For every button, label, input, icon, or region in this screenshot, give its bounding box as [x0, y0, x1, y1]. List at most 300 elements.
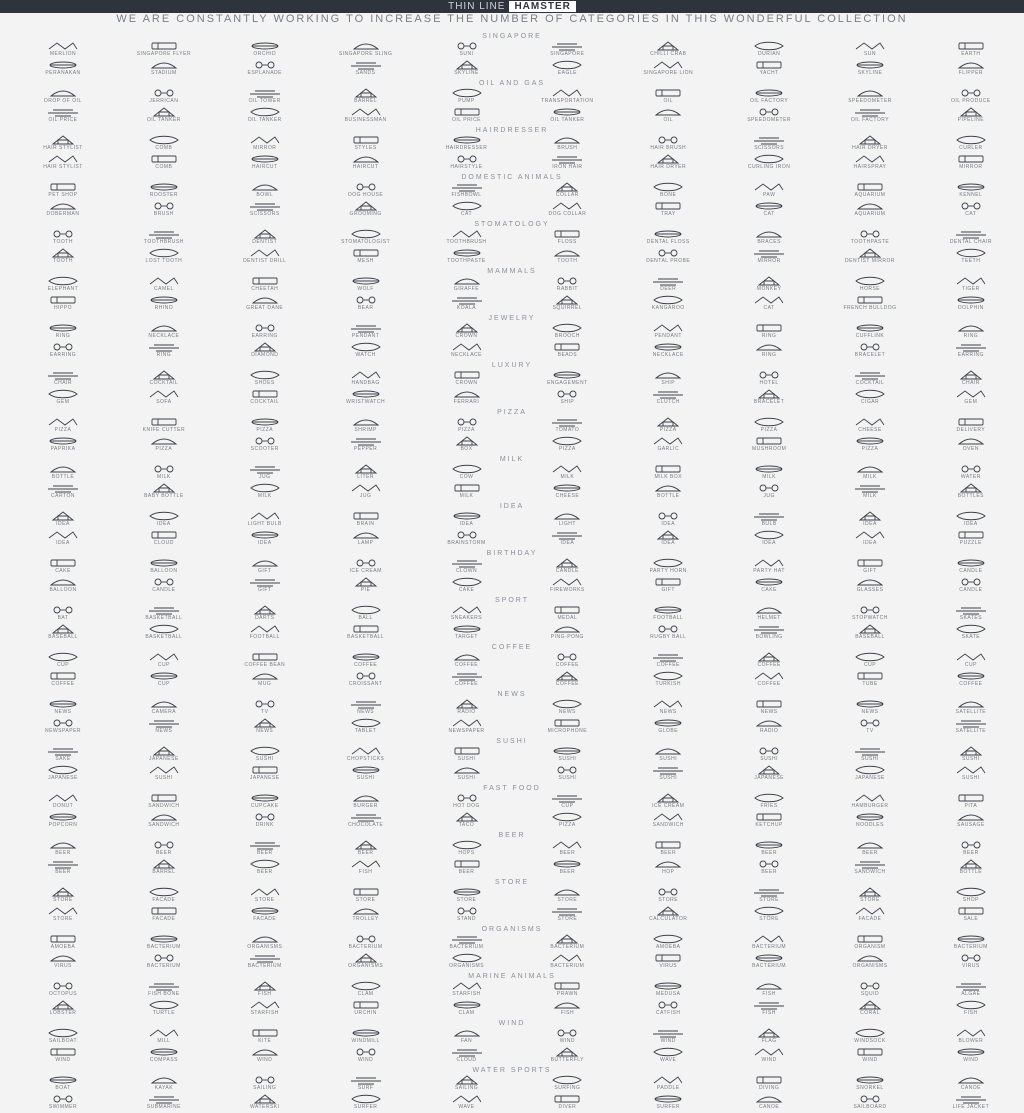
section-title: [0, 267, 1024, 276]
store-icon: [648, 887, 688, 897]
bacterium-icon: [144, 934, 184, 944]
icon-tile: [432, 342, 502, 361]
icon-tile: [835, 840, 905, 859]
icon-tile: [129, 624, 199, 643]
news-icon: [245, 718, 285, 728]
icon-label: BACTERIUM: [449, 944, 484, 950]
icon-tile: [734, 201, 804, 220]
bat-icon: [43, 605, 83, 615]
icon-label: SUSHI: [961, 775, 980, 781]
icon-tile: [230, 652, 300, 671]
icon-row: [0, 511, 1024, 530]
icon-label: IRON HAIR: [552, 164, 583, 170]
icon-tile: [532, 248, 602, 267]
section-news: [0, 690, 1024, 737]
icon-label: LOBSTER: [49, 1010, 77, 1016]
icon-tile: [532, 1047, 602, 1066]
icon-tile: [532, 812, 602, 831]
icon-tile: [432, 1000, 502, 1019]
icon-label: SHIP: [560, 399, 575, 405]
pizza-icon: [447, 417, 487, 427]
icon-label: HAMBURGER: [851, 803, 889, 809]
icon-label: COW: [459, 474, 474, 480]
icon-label: WATCH: [355, 352, 376, 358]
speedometer-icon: [850, 88, 890, 98]
oil-tower-icon: [245, 88, 285, 98]
icon-tile: [129, 154, 199, 173]
icon-tile: [129, 107, 199, 126]
icon-label: TIGER: [961, 286, 980, 292]
icon-tile: [936, 1047, 1006, 1066]
icon-tile: [432, 746, 502, 765]
fishbowl-icon: [447, 182, 487, 192]
icon-label: CUP: [863, 662, 877, 668]
coffee-icon: [547, 671, 587, 681]
icon-tile: [734, 182, 804, 201]
facade-icon: [245, 906, 285, 916]
icon-tile: [129, 182, 199, 201]
icon-label: SWIMMER: [48, 1104, 78, 1110]
icon-tile: [532, 746, 602, 765]
icon-tile: [633, 1000, 703, 1019]
section-title-text: NEWS: [492, 691, 533, 698]
icon-label: SCISSORS: [249, 211, 280, 217]
icon-label: ALGAE: [961, 991, 981, 997]
icon-label: HOT DOG: [453, 803, 480, 809]
idea-icon: [648, 530, 688, 540]
icon-row: [0, 1028, 1024, 1047]
icon-tile: [230, 323, 300, 342]
icon-label: PET SHOP: [48, 192, 78, 198]
store-icon: [43, 887, 83, 897]
icon-label: MILK: [459, 493, 474, 499]
icon-label: JAPANESE: [249, 775, 280, 781]
icon-label: IDEA: [56, 521, 70, 527]
icon-tile: [633, 718, 703, 737]
beer-icon: [648, 840, 688, 850]
sailboard-icon: [850, 1094, 890, 1104]
icon-tile: [532, 558, 602, 577]
icon-tile: [633, 1028, 703, 1047]
cufflink-icon: [850, 323, 890, 333]
chair-icon: [951, 370, 991, 380]
ice-cream-icon: [648, 793, 688, 803]
icon-tile: [432, 840, 502, 859]
icon-tile: [936, 154, 1006, 173]
icon-label: SURFER: [656, 1104, 681, 1110]
icon-label: DENTAL PROBE: [646, 258, 691, 264]
engagement-icon: [547, 370, 587, 380]
shoes-icon: [245, 370, 285, 380]
icon-label: SAILING: [253, 1085, 277, 1091]
icon-tile: [230, 1094, 300, 1113]
icon-label: BEER: [256, 850, 273, 856]
icon-tile: [28, 1047, 98, 1066]
yacht-icon: [749, 60, 789, 70]
icon-label: EARTH: [961, 51, 981, 57]
icon-tile: [432, 671, 502, 690]
icon-label: ENGAGEMENT: [547, 380, 588, 386]
section-milk: [0, 455, 1024, 502]
icon-label: BALLOON: [49, 587, 77, 593]
icon-row: [0, 60, 1024, 79]
icon-label: DOG COLLAR: [548, 211, 587, 217]
sake-icon: [43, 746, 83, 756]
icon-label: TOOTHPASTE: [447, 258, 486, 264]
icon-label: CAT: [460, 211, 473, 217]
icon-tile: [936, 60, 1006, 79]
icon-tile: [835, 981, 905, 1000]
icon-tile: [734, 577, 804, 596]
icon-label: CURLER: [959, 145, 983, 151]
singapore-sling-icon: [346, 41, 386, 51]
light-icon: [547, 511, 587, 521]
icon-tile: [230, 88, 300, 107]
icon-label: SHOES: [254, 380, 275, 386]
bottles-icon: [951, 483, 991, 493]
cake-icon: [447, 577, 487, 587]
icon-tile: [129, 464, 199, 483]
icon-tile: [331, 605, 401, 624]
icon-label: BEER: [559, 869, 576, 875]
sausage-icon: [951, 812, 991, 822]
milk-icon: [850, 483, 890, 493]
icon-tile: [28, 389, 98, 408]
icon-tile: [230, 671, 300, 690]
icon-label: BACTERIUM: [953, 944, 988, 950]
icon-label: FLOSS: [557, 239, 577, 245]
icon-label: DOBERMAN: [46, 211, 80, 217]
icon-tile: [532, 981, 602, 1000]
icon-label: BEER: [660, 850, 677, 856]
icon-label: MUSHROOM: [751, 446, 787, 452]
icon-label: SKATES: [959, 615, 983, 621]
icon-tile: [432, 436, 502, 455]
section-title-text: OIL AND GAS: [473, 80, 551, 87]
icon-label: BOTTLE: [51, 474, 75, 480]
icon-label: ICE CREAM: [652, 803, 685, 809]
icon-tile: [331, 1075, 401, 1094]
icon-label: RADIO: [759, 728, 779, 734]
icon-tile: [936, 1000, 1006, 1019]
section-beer: [0, 831, 1024, 878]
icon-label: MONKEY: [756, 286, 782, 292]
icon-label: DELIVERY: [956, 427, 986, 433]
icon-label: NOODLES: [856, 822, 884, 828]
icon-label: SUSHI: [457, 756, 476, 762]
oven-icon: [951, 436, 991, 446]
coffee-icon: [346, 652, 386, 662]
icon-tile: [633, 389, 703, 408]
icon-tile: [532, 60, 602, 79]
icon-label: BEAR: [357, 305, 374, 311]
wind-icon: [951, 1047, 991, 1057]
icon-row: [0, 370, 1024, 389]
icon-tile: [532, 840, 602, 859]
icon-label: COFFEE: [353, 662, 378, 668]
hairdresser-icon: [447, 135, 487, 145]
icon-tile: [129, 60, 199, 79]
icon-label: EAGLE: [557, 70, 577, 76]
section-title: [0, 361, 1024, 370]
icon-tile: [532, 718, 602, 737]
icon-tile: [633, 934, 703, 953]
icon-tile: [532, 201, 602, 220]
store-icon: [749, 887, 789, 897]
icon-tile: [633, 859, 703, 878]
milk-icon: [245, 483, 285, 493]
icon-tile: [633, 154, 703, 173]
sandwich-icon: [850, 859, 890, 869]
sandwich-icon: [144, 812, 184, 822]
news-icon: [346, 699, 386, 709]
icon-label: NECKLACE: [451, 352, 482, 358]
giraffe-icon: [447, 276, 487, 286]
icon-tile: [835, 699, 905, 718]
icon-label: PADDLE: [656, 1085, 680, 1091]
squirrel-icon: [547, 295, 587, 305]
icon-label: SUBMARINE: [146, 1104, 181, 1110]
icon-label: TROLLEY: [352, 916, 379, 922]
icon-label: IDEA: [56, 540, 70, 546]
icon-label: BRACES: [757, 239, 781, 245]
oil-tanker-icon: [547, 107, 587, 117]
oil-produce-icon: [951, 88, 991, 98]
mill-icon: [144, 1028, 184, 1038]
icon-tile: [129, 605, 199, 624]
chair-icon: [43, 370, 83, 380]
beer-icon: [547, 859, 587, 869]
sushi-icon: [447, 746, 487, 756]
icon-tile: [28, 1075, 98, 1094]
hops-icon: [447, 840, 487, 850]
surfer-icon: [346, 1094, 386, 1104]
icon-tile: [633, 436, 703, 455]
icon-label: FISH: [762, 1010, 776, 1016]
icon-row: [0, 417, 1024, 436]
rhino-icon: [144, 295, 184, 305]
icon-label: OIL TANKER: [247, 117, 282, 123]
icon-tile: [835, 652, 905, 671]
icon-tile: [734, 511, 804, 530]
icon-tile: [532, 41, 602, 60]
wind-icon: [245, 1047, 285, 1057]
news-icon: [850, 699, 890, 709]
stand-icon: [447, 906, 487, 916]
jug-icon: [245, 464, 285, 474]
icon-tile: [633, 483, 703, 502]
icon-tile: [28, 765, 98, 784]
singapore-flyer-icon: [144, 41, 184, 51]
section-title-text: STORE: [489, 879, 535, 886]
icon-label: TEETH: [961, 258, 981, 264]
icon-label: HAIR DRYER: [650, 164, 687, 170]
icon-tile: [532, 229, 602, 248]
section-title: [0, 32, 1024, 41]
icon-tile: [129, 88, 199, 107]
icon-label: ORGANISM: [854, 944, 886, 950]
icon-tile: [432, 483, 502, 502]
icon-label: SUSHI: [961, 756, 980, 762]
icon-label: CAT: [763, 211, 775, 217]
icon-label: PENDANT: [351, 333, 380, 339]
icon-tile: [432, 88, 502, 107]
football-icon: [245, 624, 285, 634]
gift-icon: [245, 558, 285, 568]
icon-tile: [734, 624, 804, 643]
icon-tile: [936, 981, 1006, 1000]
icon-label: OIL FACTORY: [850, 117, 890, 123]
coffee-icon: [43, 671, 83, 681]
basketball-icon: [144, 624, 184, 634]
icon-label: SOFA: [156, 399, 172, 405]
icon-tile: [28, 135, 98, 154]
wind-icon: [749, 1047, 789, 1057]
icon-label: NEWS: [357, 709, 375, 715]
icon-row: [0, 107, 1024, 126]
icon-label: CAKE: [458, 587, 475, 593]
icon-label: OVEN: [962, 446, 979, 452]
icon-label: BURGER: [353, 803, 378, 809]
basketball-icon: [144, 605, 184, 615]
icon-label: TURTLE: [152, 1010, 176, 1016]
icon-label: TOOTHBRUSH: [143, 239, 184, 245]
icon-tile: [129, 934, 199, 953]
icon-tile: [734, 887, 804, 906]
icon-label: FISH: [560, 1010, 575, 1016]
icon-tile: [734, 389, 804, 408]
icon-label: STADIUM: [151, 70, 177, 76]
icon-row: [0, 652, 1024, 671]
icon-label: TUBE: [862, 681, 878, 687]
urchin-icon: [346, 1000, 386, 1010]
icon-tile: [331, 859, 401, 878]
icon-label: FISH: [358, 869, 373, 875]
icon-tile: [230, 417, 300, 436]
icon-tile: [633, 671, 703, 690]
bacterium-icon: [749, 934, 789, 944]
icon-tile: [432, 1047, 502, 1066]
icon-label: SINGAPORE SLING: [338, 51, 393, 57]
icon-tile: [835, 934, 905, 953]
pie-icon: [346, 577, 386, 587]
section-title: [0, 596, 1024, 605]
chopsticks-icon: [346, 746, 386, 756]
icon-label: CHOCOLATE: [348, 822, 384, 828]
beer-icon: [245, 840, 285, 850]
store-icon: [43, 906, 83, 916]
ring-icon: [951, 323, 991, 333]
icon-label: KENNEL: [959, 192, 983, 198]
icon-label: CALCULATOR: [649, 916, 688, 922]
icon-tile: [331, 295, 401, 314]
icon-label: SINGAPORE FLYER: [136, 51, 192, 57]
icon-label: ROOSTER: [149, 192, 178, 198]
section-title-text: SPORT: [489, 597, 535, 604]
beer-icon: [346, 840, 386, 850]
stopwatch-icon: [850, 605, 890, 615]
icon-tile: [129, 671, 199, 690]
icon-tile: [734, 793, 804, 812]
icon-tile: [230, 840, 300, 859]
icon-label: TOOTH: [557, 258, 578, 264]
icon-tile: [835, 370, 905, 389]
windsock-icon: [850, 1028, 890, 1038]
brand-hamster: HAMSTER: [509, 1, 575, 12]
icon-tile: [734, 107, 804, 126]
icon-tile: [835, 577, 905, 596]
sushi-icon: [648, 765, 688, 775]
icon-label: ORGANISMS: [852, 963, 888, 969]
icon-tile: [129, 41, 199, 60]
fish-icon: [749, 1000, 789, 1010]
icon-tile: [331, 342, 401, 361]
icon-tile: [230, 1028, 300, 1047]
icon-tile: [936, 793, 1006, 812]
icon-tile: [936, 652, 1006, 671]
icon-tile: [28, 154, 98, 173]
icon-tile: [936, 182, 1006, 201]
wind-icon: [648, 1028, 688, 1038]
gift-icon: [648, 577, 688, 587]
cheese-icon: [547, 483, 587, 493]
orchid-icon: [245, 41, 285, 51]
icon-tile: [835, 295, 905, 314]
icon-label: TARGET: [455, 634, 478, 640]
milk-box-icon: [648, 464, 688, 474]
icon-label: BONE: [660, 192, 677, 198]
icon-label: SANDWICH: [652, 822, 684, 828]
icon-row: [0, 88, 1024, 107]
icon-label: STORE: [53, 916, 73, 922]
icon-label: SUSHI: [861, 756, 879, 762]
icon-label: MERLION: [49, 51, 77, 57]
icon-tile: [532, 765, 602, 784]
icon-label: LIGHT: [558, 521, 576, 527]
icon-label: TOOTH: [53, 258, 73, 264]
icon-label: COFFEE BEAN: [244, 662, 286, 668]
icon-tile: [633, 577, 703, 596]
icon-tile: [936, 201, 1006, 220]
icon-tile: [936, 1075, 1006, 1094]
cheese-icon: [850, 417, 890, 427]
idea-icon: [547, 530, 587, 540]
icon-label: FOOTBALL: [249, 634, 280, 640]
calculator-icon: [648, 906, 688, 916]
necklace-icon: [144, 323, 184, 333]
icon-label: BLOWER: [958, 1038, 984, 1044]
icon-tile: [230, 765, 300, 784]
icon-label: STORE: [557, 916, 578, 922]
icon-tile: [936, 436, 1006, 455]
icon-label: PITA: [964, 803, 978, 809]
icon-tile: [432, 953, 502, 972]
icon-label: NEWS: [558, 709, 576, 715]
rugby-ball-icon: [648, 624, 688, 634]
beer-icon: [144, 840, 184, 850]
icon-label: SAILING: [454, 1085, 479, 1091]
icon-label: HAIR STYLIST: [43, 164, 83, 170]
icon-tile: [633, 248, 703, 267]
icon-tile: [633, 60, 703, 79]
icon-label: FISH: [762, 991, 776, 997]
icon-tile: [331, 1000, 401, 1019]
baseball-icon: [43, 624, 83, 634]
icon-tile: [28, 605, 98, 624]
beer-icon: [951, 840, 991, 850]
tooth-icon: [43, 248, 83, 258]
icon-tile: [331, 182, 401, 201]
